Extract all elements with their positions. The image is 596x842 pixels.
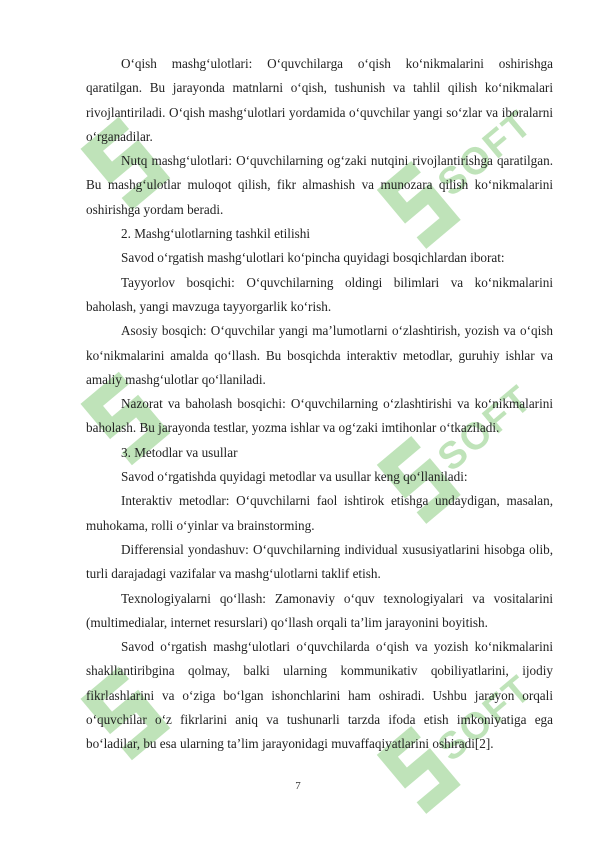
- paragraph-methods-intro: Savod o‘rgatishda quyidagi metodlar va usullar keng qo‘llaniladi:: [121, 469, 468, 485]
- paragraph-speech-lessons: Nutq mashg‘ulotlari: O‘quvchilarning og‘zaki nutqini rivojlantirishga qaratilgan. Bu mashg‘ulotlar muloqot qilish, fikr almashish va munozara qilish ko‘nikmalarini oshirishga yordam beradi.: [86, 153, 553, 217]
- section-heading-organization: 2. Mashg‘ulotlarning tashkil etilishi: [121, 226, 311, 242]
- document-body: [86, 52, 553, 757]
- paragraph-technology-use: Texnologiyalarni qo‘llash: Zamonaviy o‘quv texnologiyalari va vositalarini (multimedialar, internet resurslari) qo‘llash orqali ta’lim jarayonini boyitish.: [86, 590, 553, 630]
- paragraph-interactive-methods: Interaktiv metodlar: O‘quvchilarni faol ishtirok etishga undaydigan, masalan, muhokama, rolli o‘yinlar va brainstorming.: [86, 493, 553, 533]
- paragraph-assessment-stage: Nazorat va baholash bosqichi: O‘quvchilarning o‘zlashtirishi va ko‘nikmalarini baholash. Bu jarayonda testlar, yozma ishlar va og‘zaki imtihonlar o‘tkaziladi.: [86, 396, 553, 436]
- paragraph-differential-approach: Differensial yondashuv: O‘quvchilarning individual xususiyatlarini hisobga olib, turli darajadagi vazifalar va mashg‘ulotlarni taklif etish.: [86, 541, 553, 582]
- watermark-text: SOFT: [430, 667, 541, 770]
- paragraph-conclusion: Savod o‘rgatish mashg‘ulotlari o‘quvchilarda o‘qish va yozish ko‘nikmalarini shakllantiribgina qolmay, balki ularning kommunikativ qobiliyatlarini, ijodiy fikrlashlarini va o‘ziga bo‘lgan ishonchlarini ham oshiradi. Ushbu jarayon orqali o‘quvchilar o‘z fikrlarini aniq va tushunarli tarzda ifoda etish imkoniyatiga ega bo‘ladilar, bu esa ularning ta’lim jarayonidagi muvaffaqiyatlarini oshiradi[2].: [86, 639, 553, 752]
- paragraph-main-stage: Asosiy bosqich: O‘quvchilar yangi ma’lumotlarni o‘zlashtirish, yozish va o‘qish ko‘nikmalarini amalda qo‘llash. Bu bosqichda interaktiv metodlar, guruhiy ishlar va amaliy mashg‘ulotlar qo‘llaniladi.: [86, 323, 553, 387]
- watermark-text: SOFT: [430, 377, 541, 480]
- paragraph-stages-intro: Savod o‘rgatish mashg‘ulotlari ko‘pincha quyidagi bosqichlardan iborat:: [121, 250, 505, 266]
- paragraph-preparation-stage: Tayyorlov bosqichi: O‘quvchilarning oldingi bilimlari va ko‘nikmalarini baholash, yangi mavzuga tayyorgarlik ko‘rish.: [86, 274, 553, 314]
- paragraph-reading-lessons: O‘qish mashg‘ulotlari: O‘quvchilarga o‘qish ko‘nikmalarini oshirishga qaratilgan. Bu jarayonda matnlarni o‘qish, tushunish va tahlil qilish ko‘nikmalari rivojlantiriladi. O‘qish mashg‘ulotlari yordamida o‘quvchilar yangi so‘zlar va iboralarni o‘rganadilar.: [86, 56, 553, 144]
- page-number: 7: [295, 780, 301, 792]
- watermark-text: SOFT: [430, 102, 541, 205]
- section-heading-methods: 3. Metodlar va usullar: [121, 444, 238, 460]
